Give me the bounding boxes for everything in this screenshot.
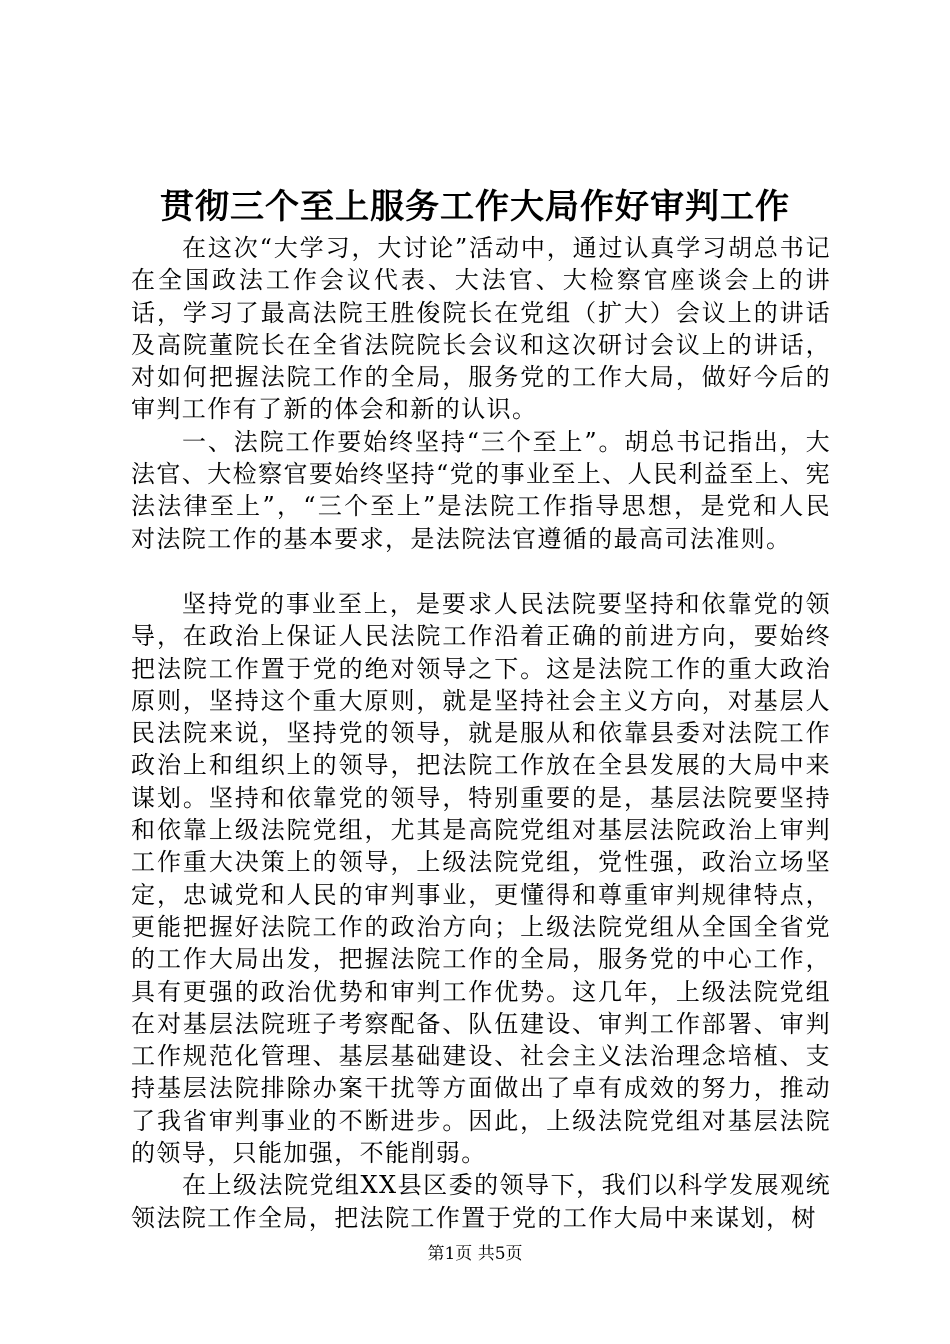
paragraph-intro: 在这次“大学习，大讨论”活动中，通过认真学习胡总书记在全国政法工作会议代表、大法官、大检察官座谈会上的讲话，学习了最高法院王胜俊院长在党组（扩大）会议上的讲话及高院董院长在全省法院院长会议和这次研讨会议上的讲话，对如何把握法院工作的全局，服务党的工作大局，做好今后的审判工作有了新的体会和新的认识。 — [131, 234, 831, 424]
paragraph-section-one: 一、法院工作要始终坚持“三个至上”。胡总书记指出，大法官、大检察官要始终坚持“党的事业至上、人民利益至上、宪法法律至上”，“三个至上”是法院工作指导思想，是党和人民对法院工作的基本要求，是法院法官遵循的最高司法准则。 — [131, 427, 831, 553]
document-body — [131, 232, 831, 1234]
page-number-footer: 第1页 共5页 — [427, 1244, 523, 1264]
paragraph-county-leadership: 在上级法院党组XX县区委的领导下，我们以科学发展观统领法院工作全局，把法院工作置于党的工作大局中来谋划，树 — [131, 1171, 831, 1232]
paragraph-party-leadership: 坚持党的事业至上，是要求人民法院要坚持和依靠党的领导，在政治上保证人民法院工作沿着正确的前进方向，要始终把法院工作置于党的绝对领导之下。这是法院工作的重大政治原则，坚持这个重大原则，就是坚持社会主义方向，对基层人民法院来说，坚持党的领导，就是服从和依靠县委对法院工作政治上和组织上的领导，把法院工作放在全县发展的大局中来谋划。坚持和依靠党的领导，特别重要的是，基层法院要坚持和依靠上级法院党组，尤其是高院党组对基层法院政治上审判工作重大决策上的领导，上级法院党组，党性强，政治立场坚定，忠诚党和人民的审判事业，更懂得和尊重审判规律特点，更能把握好法院工作的政治方向；上级法院党组从全国全省党的工作大局出发，把握法院工作的全局，服务党的中心工作，具有更强的政治优势和审判工作优势。这几年，上级法院党组在对基层法院班子考察配备、队伍建设、审判工作部署、审判工作规范化管理、基层基础建设、社会主义法治理念培植、支持基层法院排除办案干扰等方面做出了卓有成效的努力，推动了我省审判事业的不断进步。因此，上级法院党组对基层法院的领导，只能加强，不能削弱。 — [131, 589, 831, 1168]
document-title: 贯彻三个至上服务工作大局作好审判工作 — [160, 187, 790, 227]
paragraph-spacer — [131, 555, 831, 588]
